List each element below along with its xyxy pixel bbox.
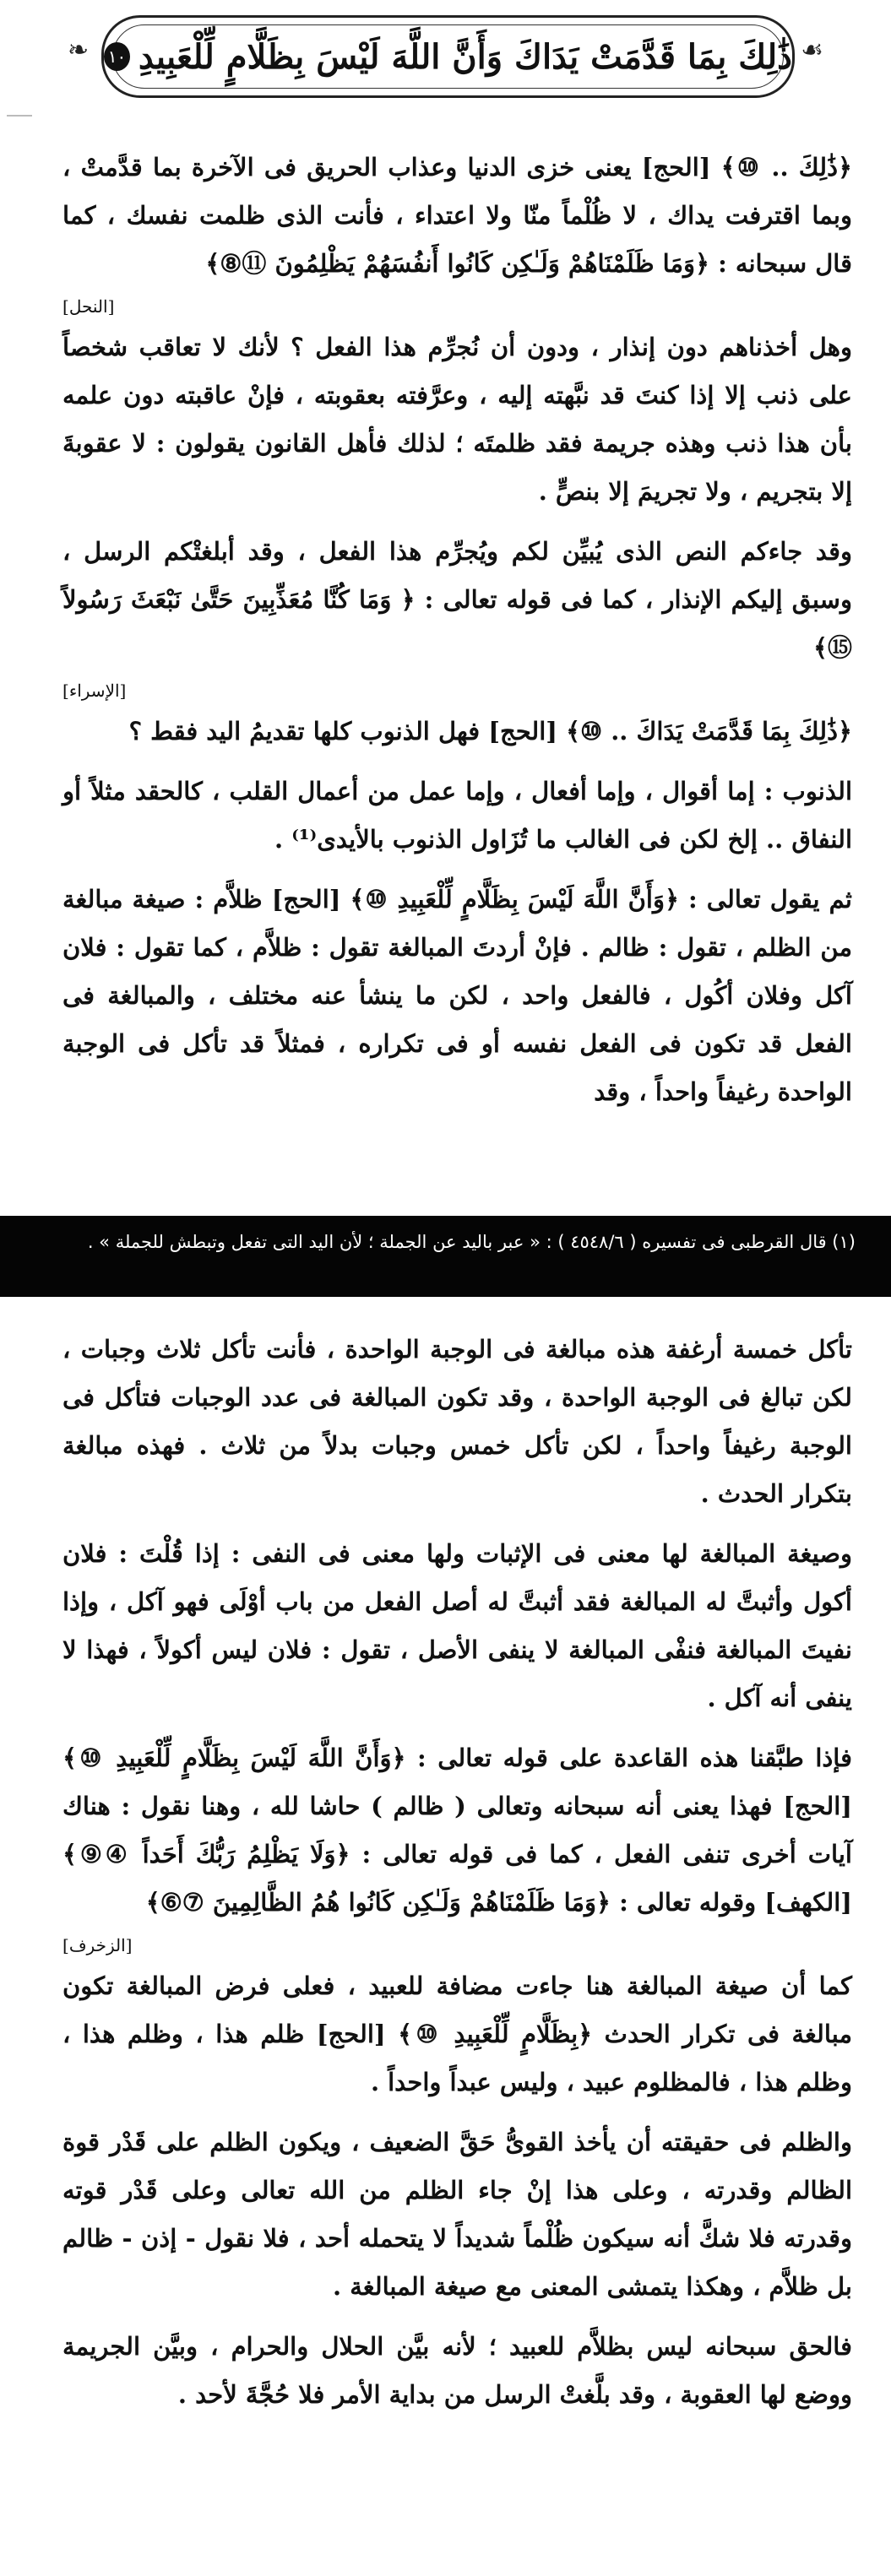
paragraph: وقد جاءكم النص الذى يُبيِّن لكم ويُجرِّم هذا الفعل ، وقد أبلغتْكم الرسل ، وسبق إليكم الإنذار ، كما فى قوله تعالى : ﴿ وَمَا كُنَّا مُعَذِّبِينَ حَتَّىٰ نَبْعَثَ رَسُولاً ⑮﴾ [62, 537, 852, 662]
paragraph: والظلم فى حقيقته أن يأخذ القوىُّ حَقَّ الضعيف ، ويكون الظلم على قَدْر قوة الظالم وقدرته ، وعلى هذا إنْ جاء الظلم من الله تعالى وعلى قَدْر قوته وقدرته فلا شكَّ أنه سيكون ظُلْماً شديداً لا يتحمله أحد ، فلا نقول - إذن - ظالم بل ظلاَّم ، وهكذا يتمشى المعنى مع صيغة المبالغة . [62, 2128, 852, 2301]
footnote: (١) قال القرطبى فى تفسيره ( ٤٥٤٨/٦ ) : « عبر باليد عن الجملة ؛ لأن اليد التى تفعل وتبطش للجملة » . [0, 1216, 891, 1297]
scan-mark [7, 115, 32, 117]
page-body-2 [62, 1326, 852, 2431]
paragraph: وهل أخذناهم دون إنذار ، ودون أن نُجرِّم هذا الفعل ؟ لأنك لا تعاقب شخصاً على ذنب إلا إذا كنتَ قد نبَّهته إليه ، وعرَّفته بعقوبته ، فإنْ عاقبته دون علمه بأن هذا ذنب وهذه جريمة فقد ظلمتَه ؛ لذلك فأهل القانون يقولون : لا عقوبةَ إلا بتجريم ، ولا تجريمَ إلا بنصٍّ . [62, 333, 852, 506]
paragraph: ﴿ذَٰلِكَ .. ⑩﴾ [الحج] يعنى خزى الدنيا وعذاب الحريق فى الآخرة بما قدَّمتْ ، وبما اقترفت يداك ، لا ظُلْماً منّا ولا اعتداء ، فأنت الذى ظلمت نفسك ، كما قال سبحانه : ﴿وَمَا ظَلَمْنَاهُمْ وَلَـٰكِن كَانُوا أَنفُسَهُمْ يَظْلِمُونَ ⑪⑧﴾ [62, 153, 852, 278]
surah-reference: [الزخرف] [62, 1935, 133, 1955]
left-ornament-icon: ❧ [68, 35, 90, 65]
paragraph: الذنوب : إما أقوال ، وإما أفعال ، وإما عمل من أعمال القلب ، كالحقد مثلاً أو النفاق .. إلخ لكن فى الغالب ما تُزَاول الذنوب بالأيدى⁽¹⁾ . [62, 777, 852, 854]
paragraph: ثم يقول تعالى : ﴿وَأَنَّ اللَّهَ لَيْسَ بِظَلَّامٍ لِّلْعَبِيدِ ⑩﴾ [الحج] ظلاَّم : صيغة مبالغة من الظلم ، تقول : ظالم . فإنْ أردتَ المبالغة تقول : ظلاَّم ، كما تقول : فلان آكل وفلان أكُول ، فالفعل واحد ، لكن ما ينشأ عنه مختلف ، والمبالغة فى الفعل قد تكون فى الفعل نفسه أو فى تكراره ، فمثلاً قد تأكل فى الوجبة الواحدة رغيفاً واحداً ، وقد [62, 885, 852, 1106]
page-body-1 [62, 144, 852, 1128]
header-verse-text: ذَٰلِكَ بِمَا قَدَّمَتْ يَدَاكَ وَأَنَّ اللَّهَ لَيْسَ بِظَلَّامٍ لِّلْعَبِيدِ [138, 36, 792, 77]
verse-header [101, 15, 795, 98]
surah-reference: [الإسراء] [62, 681, 127, 701]
paragraph: كما أن صيغة المبالغة هنا جاءت مضافة للعبيد ، فعلى فرض المبالغة تكون مبالغة فى تكرار الحدث ﴿بِظَلَّامٍ لِّلْعَبِيدِ ⑩﴾ [الحج] ظلم هذا ، وظلم هذا ، وظلم هذا ، فالمظلوم عبيد ، وليس عبداً واحداً . [62, 1971, 852, 2096]
paragraph: فالحق سبحانه ليس بظلاَّم للعبيد ؛ لأنه بيَّن الحلال والحرام ، وبيَّن الجريمة ووضع لها العقوبة ، وقد بلَّغتْ الرسل من بداية الأمر فلا حُجَّةَ لأحد . [62, 2332, 852, 2409]
surah-reference: [النحل] [62, 296, 115, 317]
paragraph: ﴿ذَٰلِكَ بِمَا قَدَّمَتْ يَدَاكَ .. ⑩﴾ [الحج] فهل الذنوب كلها تقديمُ اليد فقط ؟ [128, 717, 852, 746]
verse-number-badge: ١٠ [104, 42, 130, 71]
paragraph: وصيغة المبالغة لها معنى فى الإثبات ولها معنى فى النفى : إذا قُلْتَ : فلان أكول وأثبتَّ له المبالغة فقد أثبتَّ له أصل الفعل من باب أوْلَى فهو آكل ، وإذا نفيتَ المبالغة فنفْى المبالغة لا ينفى الأصل ، تقول : فلان ليس أكولاً ، فهذا لا ينفى أنه آكل . [62, 1539, 852, 1712]
right-ornament-icon: ☙ [801, 35, 823, 65]
paragraph: تأكل خمسة أرغفة هذه مبالغة فى الوجبة الواحدة ، فأنت تأكل ثلاث وجبات ، لكن تبالغ فى الوجبة الواحدة ، وقد تكون المبالغة فى عدد الوجبات فتأكل فى الوجبة رغيفاً واحداً ، لكن تأكل خمس وجبات بدلاً من ثلاث . فهذه مبالغة بتكرار الحدث . [62, 1335, 852, 1508]
paragraph: فإذا طبَّقنا هذه القاعدة على قوله تعالى : ﴿وَأَنَّ اللَّهَ لَيْسَ بِظَلَّامٍ لِّلْعَبِيدِ ⑩﴾ [الحج] فهذا يعنى أنه سبحانه وتعالى ( ظالم ) حاشا لله ، وهنا نقول : هناك آيات أخرى تنفى الفعل ، كما فى قوله تعالى : ﴿وَلَا يَظْلِمُ رَبُّكَ أَحَداً ④⑨﴾ [الكهف] وقوله تعالى : ﴿وَمَا ظَلَمْنَاهُمْ وَلَـٰكِن كَانُوا هُمُ الظَّالِمِينَ ⑦⑥﴾ [62, 1744, 852, 1917]
